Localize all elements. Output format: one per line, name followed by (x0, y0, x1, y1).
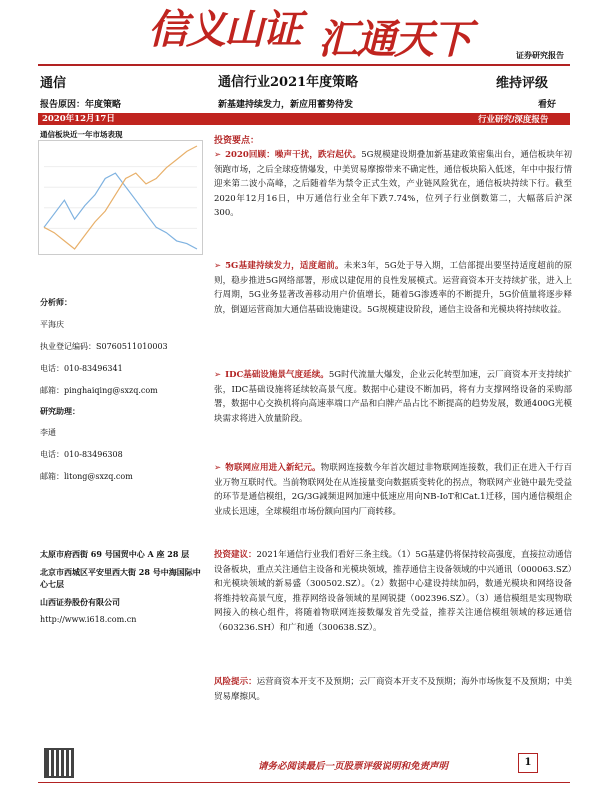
points-heading: 投资要点： (214, 136, 260, 146)
paragraph-5g (214, 259, 572, 317)
report-reason: 报告原因：年度策略 (40, 99, 122, 109)
assistant-label: 研究助理： (40, 406, 80, 416)
bullet-icon: ➢ (214, 463, 222, 473)
paragraph-iot (214, 461, 572, 519)
idc-keyword: IDC基础设施景气度延续。 (225, 370, 329, 380)
rating: 维持评级 (496, 75, 549, 90)
bullet-icon: ➢ (214, 261, 222, 271)
paragraph-idc (214, 368, 572, 426)
footer-disclaimer: 请务必阅读最后一页股票评级说明和免责声明 (258, 761, 449, 772)
analyst-name: 平海庆 (40, 320, 64, 329)
sector-label: 通信 (40, 75, 67, 90)
chart-series-line-0 (44, 173, 197, 249)
paragraph-review (214, 148, 572, 221)
market-chart (38, 140, 203, 255)
analyst-email[interactable]: 邮箱：pinghaiqing@sxzq.com (40, 386, 158, 395)
qr-code (44, 748, 74, 778)
invest-text: 2021年通信行业我们看好三条主线。（1）5G基建仍将保持较高强度，直接拉动通信设备板块，重点关注通信主设备和光模块领域，推荐通信主设备领域的中兴通讯（000063.SZ）和光模块领域的新易盛（300502.SZ）。（2）数据中心建设持续加码，数通光模块和网络设备将维持较高景气度，推荐网络设备领域的星网锐捷（002396.SZ）。（3）通信模组是实现物联网接入的核心组件，将随着物联网连接数爆发首先受益，推荐关注通信模组领域的移远通信（603236.SH）和广和通（300638.SZ）。 (214, 550, 573, 633)
report-title: 通信行业2021年度策略 (218, 75, 359, 90)
5g-text: 未来3年，5G处于导入期，工信部提出要坚持适度超前的原则，稳步推进5G网络部署，形成以建促用的良性发展模式。运营商资本开支持续扩张，进入上行周期，5G业务显著改善移动用户价值增长，随着5G渗透率的不断提升，5G价值量将逐步释放，倒逼运营商加大通信基础设施建设。5G规模建设阶段，通信主设备和光模块将持续收益。 (214, 261, 572, 315)
review-text: 5G规模建设期叠加新基建政策密集出台，通信板块年初领跑市场，之后全球疫情爆发，中美贸易摩擦带来不确定性，通信板块陷入低迷，年中中报行情迎来第二波小高峰，之后随着华为禁令正式生效，产业链风险犹在，通信板块持续下行。截至2020年12月16日，申万通信行业全年下跌7.74%，位列子行业倒数第二，大幅落后沪深300。 (214, 150, 572, 219)
review-keyword: 2020回顾：噪声干扰，跌宕起伏。 (225, 150, 362, 160)
risk-keyword: 风险提示： (214, 677, 257, 687)
chart-series-line-1 (44, 146, 197, 249)
bullet-icon: ➢ (214, 150, 222, 160)
assistant-email[interactable]: 邮箱：litong@sxzq.com (40, 472, 133, 481)
paragraph-risk (214, 675, 572, 704)
report-date: 2020年12月17日 (42, 114, 115, 124)
rating-value: 看好 (538, 99, 557, 109)
chart-frame (39, 141, 203, 255)
report-category: 行业研究/深度报告 (478, 114, 549, 124)
iot-text: 物联网连接数今年首次超过非物联网连接数，我们正在进入千行百业万物互联时代。当前物联网处在从连接量变向数据质变转化的拐点，物联网产业链中最先受益的环节是通信模组，2G/3G减频退网加速中低速应用向NB-IoT和Cat.1迁移，国内通信模组企业成长迅速，全球模组市场份额向国内厂商转移。 (214, 463, 572, 517)
slogan-left: 信义山证 (148, 6, 300, 53)
5g-keyword: 5G基建持续发力，适度超前。 (225, 261, 344, 271)
address-line2: 北京市西城区平安里西大街 28 号中海国际中心七层 (40, 567, 201, 589)
slogan-right: 汇通天下 (318, 16, 470, 63)
analyst-cert: 执业登记编码：S0760511010003 (40, 342, 168, 351)
header-rule (38, 64, 570, 66)
invest-keyword: 投资建议： (214, 550, 257, 560)
page-number: 1 (518, 753, 538, 773)
org-tag: 证券研究报告 (516, 51, 564, 60)
analyst-label: 分析师： (40, 297, 72, 307)
paragraph-invest (214, 548, 572, 636)
chart-title: 通信板块近一年市场表现 (40, 130, 123, 139)
risk-text: 运营商资本开支不及预期；云厂商资本开支不及预期；海外市场恢复不及预期；中美贸易摩擦风。 (214, 677, 572, 702)
analyst-block (40, 296, 200, 397)
assistant-phone: 电话：010-83496308 (40, 450, 123, 459)
assistant-block (40, 405, 200, 483)
company-name: 山西证券股份有限公司 (40, 597, 120, 607)
address-block (40, 548, 202, 626)
analyst-phone: 电话：010-83496341 (40, 364, 123, 373)
footer-rule (38, 782, 570, 783)
report-subtitle: 新基建持续发力，新应用蓄势待发 (218, 99, 354, 109)
iot-keyword: 物联网应用进入新纪元。 (225, 463, 321, 473)
idc-text: 5G时代流量大爆发，企业云化转型加速，云厂商资本开支持续扩张，IDC基础设施将延续较高景气度。数据中心建设不断加码，将有力支撑网络设备的采购部署，数据中心交换机将向高速率端口产品和白牌产品占比不断提高的趋势发展，数通400G光模块需求将进入放量阶段。 (214, 370, 572, 424)
assistant-name: 李通 (40, 428, 56, 437)
website-link[interactable]: http://www.i618.com.cn (40, 615, 137, 624)
bullet-icon: ➢ (214, 370, 222, 380)
address-line1: 太原市府西街 69 号国贸中心 A 座 28 层 (40, 549, 190, 559)
